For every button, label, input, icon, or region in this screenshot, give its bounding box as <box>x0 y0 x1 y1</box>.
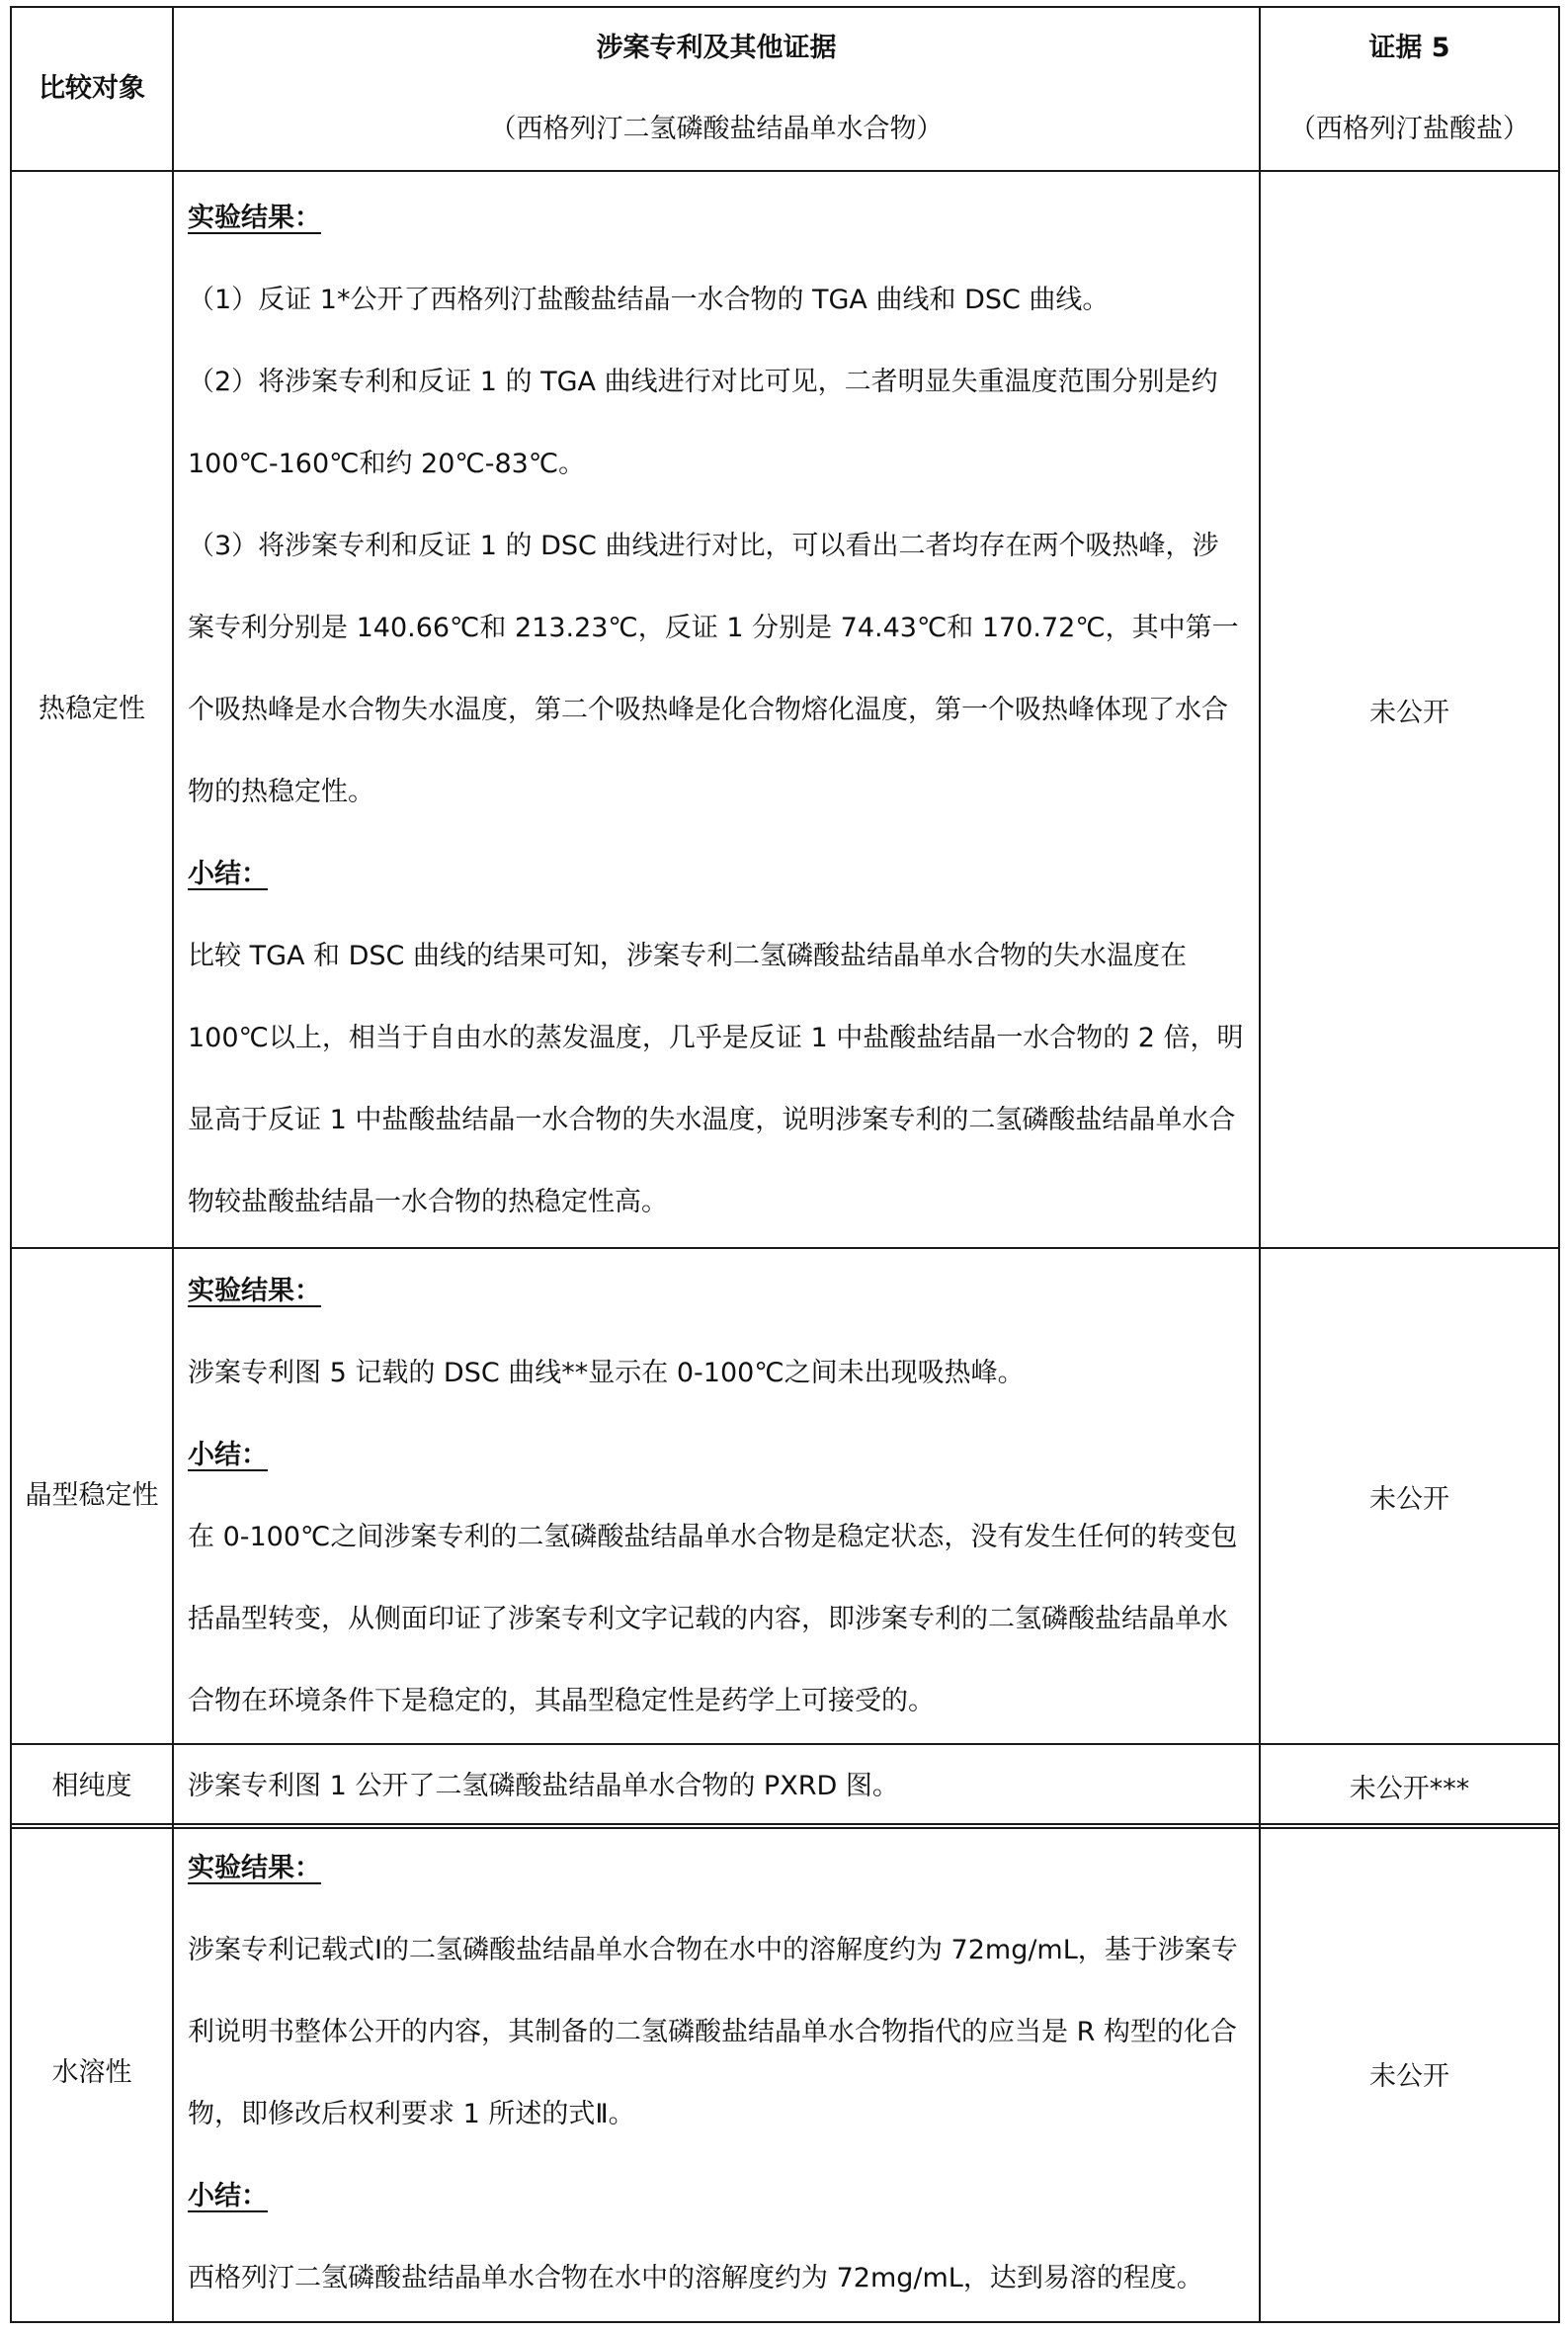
row-status <box>1260 1824 1559 2322</box>
status-text: 未公开 <box>1369 2060 1449 2092</box>
result-title: 实验结果： <box>188 1853 321 1883</box>
row-label <box>11 1824 173 2322</box>
row-label-text: 热稳定性 <box>39 694 145 724</box>
summary-title: 小结： <box>188 2181 268 2211</box>
header-col3-title: 证据 5 <box>1368 33 1450 63</box>
header-row <box>11 7 1559 171</box>
status-text: 未公开*** <box>1349 1774 1470 1804</box>
result-paragraph: 涉案专利记载式Ⅰ的二氢磷酸盐结晶单水合物在水中的溶解度约为 72mg/mL，基于涉案专利说明书整体公开的内容，其制备的二氢磷酸盐结晶单水合物指代的应当是 R 构型的化合物，即修改后权利要求 1 所述的式Ⅱ。 <box>188 1935 1238 2129</box>
row-label-text: 水溶性 <box>51 2057 132 2088</box>
header-col1-text: 比较对象 <box>39 73 145 104</box>
comparison-table <box>10 6 1560 1829</box>
row-label <box>11 171 173 1248</box>
row-phase-purity <box>11 1744 1559 1828</box>
summary-paragraph: 西格列汀二氢磷酸盐结晶单水合物在水中的溶解度约为 72mg/mL，达到易溶的程度。 <box>188 2263 1203 2293</box>
header-col3-subtitle: （西格列汀盐酸盐） <box>1289 114 1529 144</box>
row-status <box>1260 1248 1559 1744</box>
summary-paragraph: 在 0-100℃之间涉案专利的二氢磷酸盐结晶单水合物是稳定状态，没有发生任何的转变包括晶型转变，从侧面印证了涉案专利文字记载的内容，即涉案专利的二氢磷酸盐结晶单水合物在环境条件下是稳定的，其晶型稳定性是药学上可接受的。 <box>188 1522 1238 1716</box>
result-paragraph: （3）将涉案专利和反证 1 的 DSC 曲线进行对比，可以看出二者均存在两个吸热峰，涉案专利分别是 140.66℃和 213.23℃，反证 1 分别是 74.43℃和 170.72℃，其中第一个吸热峰是水合物失水温度，第二个吸热峰是化合物熔化温度，第一个吸热峰体现了水合物的热稳定性。 <box>188 530 1239 807</box>
result-paragraph: （2）将涉案专利和反证 1 的 TGA 曲线进行对比可见，二者明显失重温度范围分别是约100℃-160℃和约 20℃-83℃。 <box>188 366 1218 479</box>
header-col2-title: 涉案专利及其他证据 <box>596 33 837 63</box>
row-label-text: 相纯度 <box>51 1770 132 1801</box>
row-label <box>11 1744 173 1828</box>
result-paragraph: （1）反证 1*公开了西格列汀盐酸盐结晶一水合物的 TGA 曲线和 DSC 曲线。 <box>188 284 1110 315</box>
status-text: 未公开 <box>1369 1483 1449 1515</box>
summary-paragraph: 比较 TGA 和 DSC 曲线的结果可知，涉案专利二氢磷酸盐结晶单水合物的失水温度在100℃以上，相当于自由水的蒸发温度，几乎是反证 1 中盐酸盐结晶一水合物的 2 倍，明显高于反证 1 中盐酸盐结晶一水合物的失水温度，说明涉案专利的二氢磷酸盐结晶单水合物较盐酸盐结晶一水合物的热稳定性高。 <box>188 940 1244 1217</box>
row-content <box>173 1248 1260 1744</box>
header-compare-object <box>11 7 173 171</box>
summary-title: 小结： <box>188 858 268 889</box>
row-thermal-stability <box>11 171 1559 1248</box>
row-content <box>173 171 1260 1248</box>
status-text: 未公开 <box>1369 697 1449 728</box>
result-paragraph: 涉案专利图 5 记载的 DSC 曲线**显示在 0-100℃之间未出现吸热峰。 <box>188 1358 1025 1388</box>
row-content <box>173 1824 1260 2322</box>
row-content <box>173 1744 1260 1828</box>
result-title: 实验结果： <box>188 1276 321 1306</box>
header-evidence-5 <box>1260 7 1559 171</box>
row-label-text: 晶型稳定性 <box>25 1480 159 1511</box>
row-status <box>1260 1744 1559 1828</box>
header-col2-subtitle: （西格列汀二氢磷酸盐结晶单水合物） <box>489 114 944 144</box>
result-title: 实验结果： <box>188 202 321 233</box>
row-text: 涉案专利图 1 公开了二氢磷酸盐结晶单水合物的 PXRD 图。 <box>188 1771 899 1801</box>
row-water-solubility <box>11 1824 1559 2322</box>
row-status <box>1260 171 1559 1248</box>
summary-title: 小结： <box>188 1440 268 1470</box>
row-crystal-form-stability <box>11 1248 1559 1744</box>
comparison-table-continued <box>10 1823 1560 2323</box>
header-patent-evidence <box>173 7 1260 171</box>
row-label <box>11 1248 173 1744</box>
